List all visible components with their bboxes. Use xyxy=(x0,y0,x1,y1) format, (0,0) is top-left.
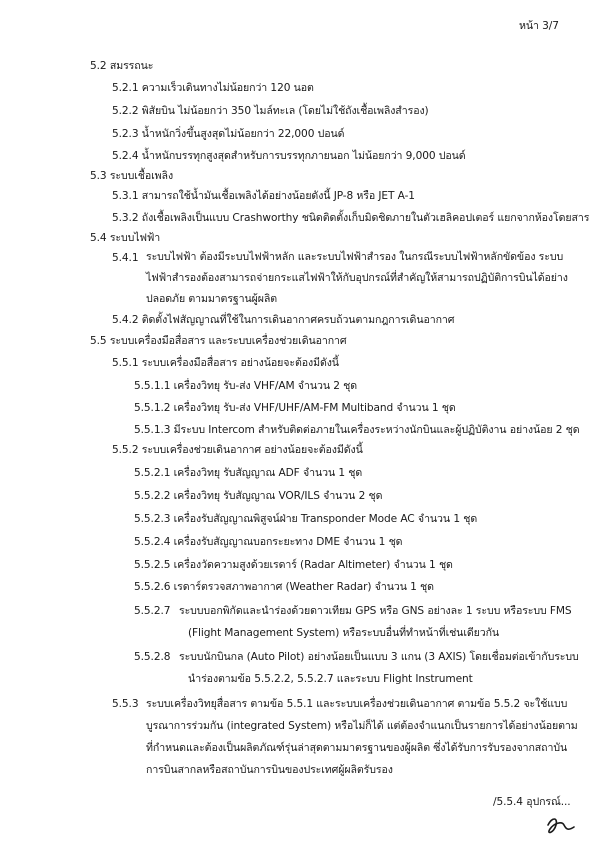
item-5-5-2-4 xyxy=(134,535,402,549)
item-text: ถังเชื้อเพลิงเป็นแบบ Crashworthy ชนิดติดตั้งเก็บมิดชิดภายในตัวเฮลิคอปเตอร์ แยกจากห้องโดยสาร xyxy=(141,212,590,224)
page-number: หน้า 3/7 xyxy=(519,20,559,32)
item-text: เครื่องวิทยุ รับ-ส่ง VHF/UHF/AM-FM Multiband จำนวน 1 ชุด xyxy=(173,402,456,414)
item-text: เรดาร์ตรวจสภาพอากาศ (Weather Radar) จำนวน 1 ชุด xyxy=(173,581,434,593)
section-5-3 xyxy=(90,169,173,183)
item-text: พิสัยบิน ไม่น้อยกว่า 350 ไมล์ทะเล (โดยไม่ใช้ถังเชื้อเพลิงสำรอง) xyxy=(141,105,429,117)
item-number: 5.5.2 xyxy=(112,444,139,456)
item-5-5-3-number: 5.5.3 xyxy=(112,698,139,710)
item-number: 5.5.1.1 xyxy=(134,380,171,392)
item-number: 5.4.2 xyxy=(112,314,139,326)
section-title: ระบบเครื่องมือสื่อสาร และระบบเครื่องช่วยเดินอากาศ xyxy=(109,335,347,347)
item-number: 5.5.1.2 xyxy=(134,402,171,414)
item-text: น้ำหนักบรรทุกสูงสุดสำหรับการบรรทุกภายนอก ไม่น้อยกว่า 9,000 ปอนด์ xyxy=(141,150,466,162)
section-5-2 xyxy=(90,59,153,73)
section-title: ระบบเชื้อเพลิง xyxy=(109,170,174,182)
item-5-4-1-number: 5.4.1 xyxy=(112,252,139,264)
item-5-5-2-5 xyxy=(134,558,453,572)
signature-mark xyxy=(544,811,578,839)
item-5-4-2 xyxy=(112,313,454,327)
item-5-5-2-7-number: 5.5.2.7 xyxy=(134,605,171,617)
item-text: สามารถใช้น้ำมันเชื้อเพลิงได้อย่างน้อยดังนี้ JP-8 หรือ JET A-1 xyxy=(141,190,415,202)
item-number: 5.5.2.4 xyxy=(134,536,171,548)
item-text: เครื่องรับสัญญาณบอกระยะทาง DME จำนวน 1 ชุด xyxy=(173,536,403,548)
item-5-5-2-8-line2: นำร่องตามข้อ 5.5.2.2, 5.5.2.7 และระบบ Flight Instrument xyxy=(188,673,473,685)
item-5-2-3 xyxy=(112,127,344,141)
item-number: 5.5.2.2 xyxy=(134,490,171,502)
item-5-5-2-6 xyxy=(134,580,434,594)
section-5-4 xyxy=(90,231,160,245)
item-text: น้ำหนักวิ่งขึ้นสูงสุดไม่น้อยกว่า 22,000 ปอนด์ xyxy=(141,128,345,140)
section-number: 5.5 xyxy=(90,335,107,347)
item-text: เครื่องวิทยุ รับ-ส่ง VHF/AM จำนวน 2 ชุด xyxy=(173,380,358,392)
item-number: 5.2.4 xyxy=(112,150,139,162)
item-text: ความเร็วเดินทางไม่น้อยกว่า 120 นอต xyxy=(141,82,314,94)
item-text: เครื่องวิทยุ รับสัญญาณ ADF จำนวน 1 ชุด xyxy=(173,467,363,479)
item-5-5-2-2 xyxy=(134,489,382,503)
item-text: ระบบเครื่องช่วยเดินอากาศ อย่างน้อยจะต้องมีดังนี้ xyxy=(141,444,363,456)
item-5-5-1-2 xyxy=(134,401,456,415)
item-5-5-1-1 xyxy=(134,379,357,393)
section-title: สมรรถนะ xyxy=(109,60,154,72)
item-text: มีระบบ Intercom สำหรับติดต่อภายในเครื่องระหว่างนักบินและผู้ปฏิบัติงาน อย่างน้อย 2 ชุด xyxy=(173,424,580,436)
item-5-5-2-8-line1: ระบบนักบินกล (Auto Pilot) อย่างน้อยเป็นแบบ 3 แกน (3 AXIS) โดยเชื่อมต่อเข้ากับระบบ xyxy=(179,651,579,663)
section-number: 5.4 xyxy=(90,232,107,244)
item-number: 5.3.2 xyxy=(112,212,139,224)
item-text: ติดตั้งไฟสัญญาณที่ใช้ในการเดินอากาศครบถ้วนตามกฎการเดินอากาศ xyxy=(141,314,455,326)
section-number: 5.2 xyxy=(90,60,107,72)
item-text: ระบบเครื่องมือสื่อสาร อย่างน้อยจะต้องมีดังนี้ xyxy=(141,357,339,369)
item-text: เครื่องวัดความสูงด้วยเรดาร์ (Radar Altimeter) จำนวน 1 ชุด xyxy=(173,559,453,571)
item-text: เครื่องรับสัญญาณพิสูจน์ฝ่าย Transponder Mode AC จำนวน 1 ชุด xyxy=(173,513,478,525)
item-5-2-1 xyxy=(112,81,314,95)
item-5-3-2 xyxy=(112,211,589,225)
item-number: 5.2.1 xyxy=(112,82,139,94)
item-5-5-3-text: ระบบเครื่องวิทยุสื่อสาร ตามข้อ 5.5.1 และระบบเครื่องช่วยเดินอากาศ ตามข้อ 5.5.2 จะใช้แบบบูรณาการร่วมกัน (integrated System) หรือไม่ก็ได้ แต่ต้องจำแนกเป็นรายการได้อย่างน้อยตามที่กำหนดและต้องเป็นผลิตภัณฑ์รุ่นล่าสุดตามมาตรฐานของผู้ผลิต ซึ่งได้รับการรับรองจากสถาบันการบินสากลหรือสถาบันการบินของประเทศผู้ผลิตรับรอง xyxy=(146,698,578,776)
item-5-5-2-1 xyxy=(134,466,362,480)
item-number: 5.5.2.1 xyxy=(134,467,171,479)
item-5-5-2-7-line2: (Flight Management System) หรือระบบอื่นที่ทำหน้าที่เช่นเดียวกัน xyxy=(188,627,500,639)
item-number: 5.5.1 xyxy=(112,357,139,369)
item-5-5-2-7-line1: ระบบบอกพิกัดและนำร่องด้วยดาวเทียม GPS หรือ GNS อย่างละ 1 ระบบ หรือระบบ FMS xyxy=(179,605,572,617)
section-title: ระบบไฟฟ้า xyxy=(109,232,161,244)
item-5-2-2 xyxy=(112,104,429,118)
item-number: 5.2.2 xyxy=(112,105,139,117)
item-5-5-1 xyxy=(112,356,339,370)
item-5-3-1 xyxy=(112,189,415,203)
item-number: 5.5.1.3 xyxy=(134,424,171,436)
item-5-5-2 xyxy=(112,443,363,457)
section-number: 5.3 xyxy=(90,170,107,182)
item-5-4-1-text: ระบบไฟฟ้า ต้องมีระบบไฟฟ้าหลัก และระบบไฟฟ้าสำรอง ในกรณีระบบไฟฟ้าหลักขัดข้อง ระบบไฟฟ้าสำรองต้องสามารถจ่ายกระแสไฟฟ้าให้กับอุปกรณ์ที่สำคัญให้สามารถปฏิบัติการบินได้อย่างปลอดภัย ตามมาตรฐานผู้ผลิต xyxy=(146,251,568,305)
item-5-5-2-3 xyxy=(134,512,477,526)
item-number: 5.3.1 xyxy=(112,190,139,202)
section-5-5 xyxy=(90,334,347,348)
continuation-note: /5.5.4 อุปกรณ์... xyxy=(493,796,571,808)
item-text: เครื่องวิทยุ รับสัญญาณ VOR/ILS จำนวน 2 ชุด xyxy=(173,490,383,502)
item-5-5-2-8-number: 5.5.2.8 xyxy=(134,651,171,663)
item-number: 5.5.2.5 xyxy=(134,559,171,571)
item-number: 5.5.2.6 xyxy=(134,581,171,593)
item-5-5-1-3 xyxy=(134,423,580,437)
item-5-2-4 xyxy=(112,149,466,163)
item-number: 5.2.3 xyxy=(112,128,139,140)
item-number: 5.5.2.3 xyxy=(134,513,171,525)
